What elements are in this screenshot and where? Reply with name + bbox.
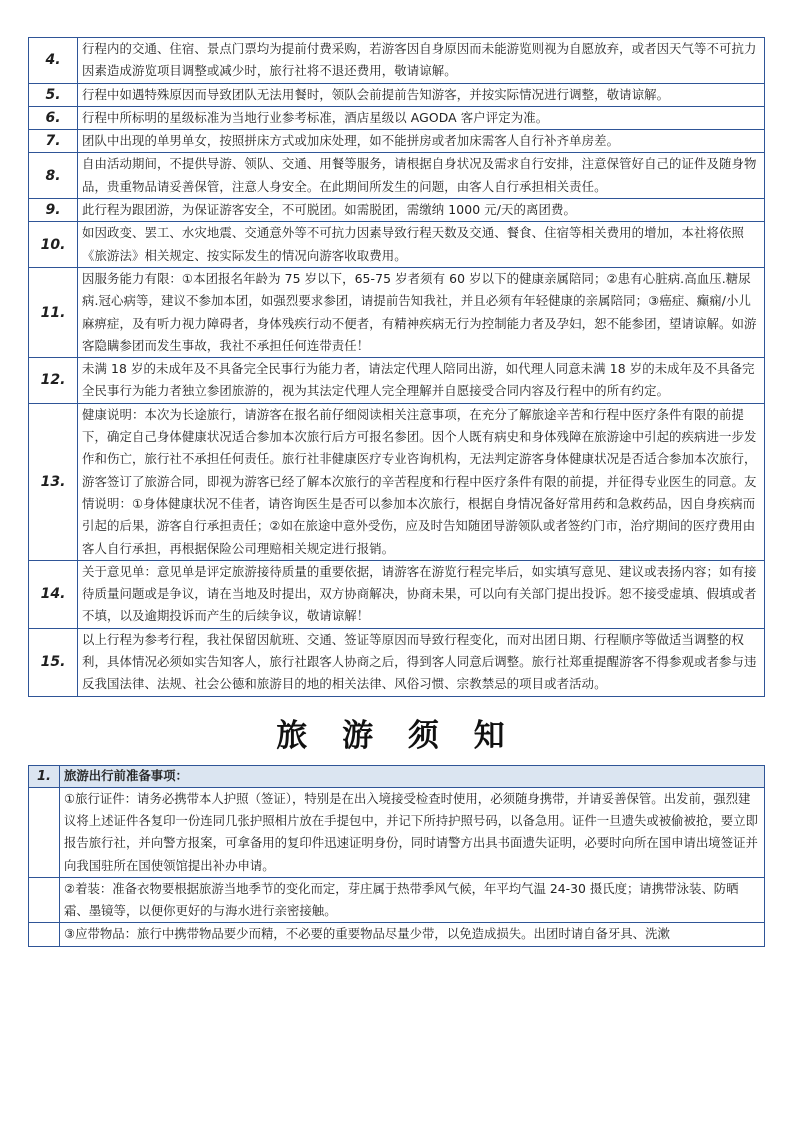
terms-row [29,403,765,560]
term-number: 8. [29,153,78,199]
notice-title: 旅 游 须 知 [276,717,517,754]
page [28,37,765,947]
terms-row [29,83,765,106]
terms-row [29,628,765,696]
terms-body [29,38,765,697]
notice-item-text: ③应带物品：旅行中携带物品要少而精，不必要的重要物品尽量少带，以免造成损失。出团时请自备牙具、洗漱 [60,923,765,946]
term-number: 10. [29,222,78,268]
term-text: 此行程为跟团游，为保证游客安全，不可脱团。如需脱团，需缴纳 1000 元/天的离团费。 [78,199,765,222]
term-text: 行程内的交通、住宿、景点门票均为提前付费采购，若游客因自身原因而未能游览则视为自愿放弃，或者因天气等不可抗力因素造成游览项目调整或减少时，旅行社将不退还费用，敬请谅解。 [78,38,765,84]
term-number: 15. [29,628,78,696]
term-text: 以上行程为参考行程，我社保留因航班、交通、签证等原因而导致行程变化，而对出团日期、行程顺序等做适当调整的权利，具体情况必须如实告知客人，旅行社跟客人协商之后，得到客人同意后调整。旅行社郑重提醒游客不得参观或者参与违反我国法律、法规、社会公德和旅游目的地的相关法律、风俗习惯、宗教禁忌的项目或者活动。 [78,628,765,696]
notice-item-row [29,877,765,923]
term-number: 11. [29,267,78,357]
term-number: 7. [29,130,78,153]
notice-section-title: 旅游出行前准备事项： [60,765,765,787]
terms-row [29,199,765,222]
terms-row [29,560,765,628]
term-text: 健康说明：本次为长途旅行，请游客在报名前仔细阅读相关注意事项，在充分了解旅途辛苦和行程中医疗条件有限的前提下，确定自己身体健康状况适合参加本次旅行后方可报名参团。因个人既有病史和身体残障在旅游途中引起的疾病进一步发作和伤亡，旅行社不承担任何责任。旅行社非健康医疗专业咨询机构，无法判定游客身体健康状况是否适合参加本次旅行，游客签订了旅游合同，即视为游客已经了解本次旅行的辛苦程度和行程中医疗条件有限的前提，并征得专业医生的同意。友情说明：①身体健康状况不佳者，请咨询医生是否可以参加本次旅行，根据自身情况备好常用药和急救药品，因自身疾病而引起的后果，游客自行承担责任；②如在旅途中意外受伤，应及时告知随团导游领队或者签约门市，治疗期间的医疗费用由客人自行承担，再根据保险公司理赔相关规定进行报销。 [78,403,765,560]
notice-item-text: ①旅行证件：请务必携带本人护照（签证），特别是在出入境接受检查时使用，必须随身携带，并请妥善保管。出发前，强烈建议将上述证件各复印一份连同几张护照相片放在手提包中，并记下所持护照号码，以备急用。证件一旦遗失或被偷被抢，要立即报告旅行社，并向警方报案，可拿备用的复印件迅速证明身份，同时请警方出具书面遗失证明，必要时向所在国申请出境签证并向我国驻所在国使领馆提出补办申请。 [60,787,765,877]
terms-row [29,267,765,357]
notice-item-row [29,923,765,946]
term-number: 12. [29,358,78,404]
notice-section-number: 1. [29,765,60,787]
terms-row [29,153,765,199]
term-text: 因服务能力有限：①本团报名年龄为 75 岁以下，65-75 岁者须有 60 岁以下的健康亲属陪同；②患有心脏病.高血压.糖尿病.冠心病等，建议不参加本团，如强烈要求参团，请提前告知我社，并且必须有年轻健康的亲属陪同；③癌症、癫痫/小儿麻痹症，及有听力视力障碍者，身体残疾行动不便者，有精神疾病无行为控制能力者及孕妇，恕不能参团，望请谅解。如游客隐瞒参团而发生事故，我社不承担任何连带责任！ [78,267,765,357]
term-number: 6. [29,106,78,129]
term-text: 行程中如遇特殊原因而导致团队无法用餐时，领队会前提前告知游客，并按实际情况进行调整，敬请谅解。 [78,83,765,106]
term-text: 未满 18 岁的未成年及不具备完全民事行为能力者，请法定代理人陪同出游，如代理人同意未满 18 岁的未成年及不具备完全民事行为能力者独立参团旅游的，视为其法定代理人完全理解并自愿接受合同内容及行程中的所有约定。 [78,358,765,404]
terms-row [29,130,765,153]
term-text: 行程中所标明的星级标准为当地行业参考标准，酒店星级以 AGODA 客户评定为准。 [78,106,765,129]
terms-row [29,222,765,268]
notice-item-row [29,787,765,877]
terms-row [29,38,765,84]
notice-item-spacer [29,877,60,923]
notice-table [28,765,765,947]
notice-item-text: ②着装：准备衣物要根据旅游当地季节的变化而定，芽庄属于热带季风气候，年平均气温 24-30 摄氏度；请携带泳装、防晒霜、墨镜等，以便你更好的与海水进行亲密接触。 [60,877,765,923]
term-number: 4. [29,38,78,84]
term-text: 关于意见单：意见单是评定旅游接待质量的重要依据，请游客在游览行程完毕后，如实填写意见、建议或表扬内容；如有接待质量问题或是争议，请在当地及时提出，双方协商解决，协商未果，可以向有关部门提出投诉。恕不接受虚填、假填或者不填，以及逾期投诉而产生的后续争议，敬请谅解！ [78,560,765,628]
notice-item-spacer [29,923,60,946]
terms-row [29,106,765,129]
term-number: 14. [29,560,78,628]
term-number: 9. [29,199,78,222]
terms-row [29,358,765,404]
term-text: 如因政变、罢工、水灾地震、交通意外等不可抗力因素导致行程天数及交通、餐食、住宿等相关费用的增加，本社将依照《旅游法》相关规定、按实际发生的情况向游客收取费用。 [78,222,765,268]
terms-table [28,37,765,697]
notice-item-spacer [29,787,60,877]
notice-body [29,765,765,946]
term-number: 13. [29,403,78,560]
term-number: 5. [29,83,78,106]
notice-section-header [29,765,765,787]
term-text: 团队中出现的单男单女，按照拼床方式或加床处理，如不能拼房或者加床需客人自行补齐单房差。 [78,130,765,153]
term-text: 自由活动期间，不提供导游、领队、交通、用餐等服务，请根据自身状况及需求自行安排，注意保管好自己的证件及随身物品，贵重物品请妥善保管，注意人身安全。在此期间所发生的问题，由客人自行承担相关责任。 [78,153,765,199]
